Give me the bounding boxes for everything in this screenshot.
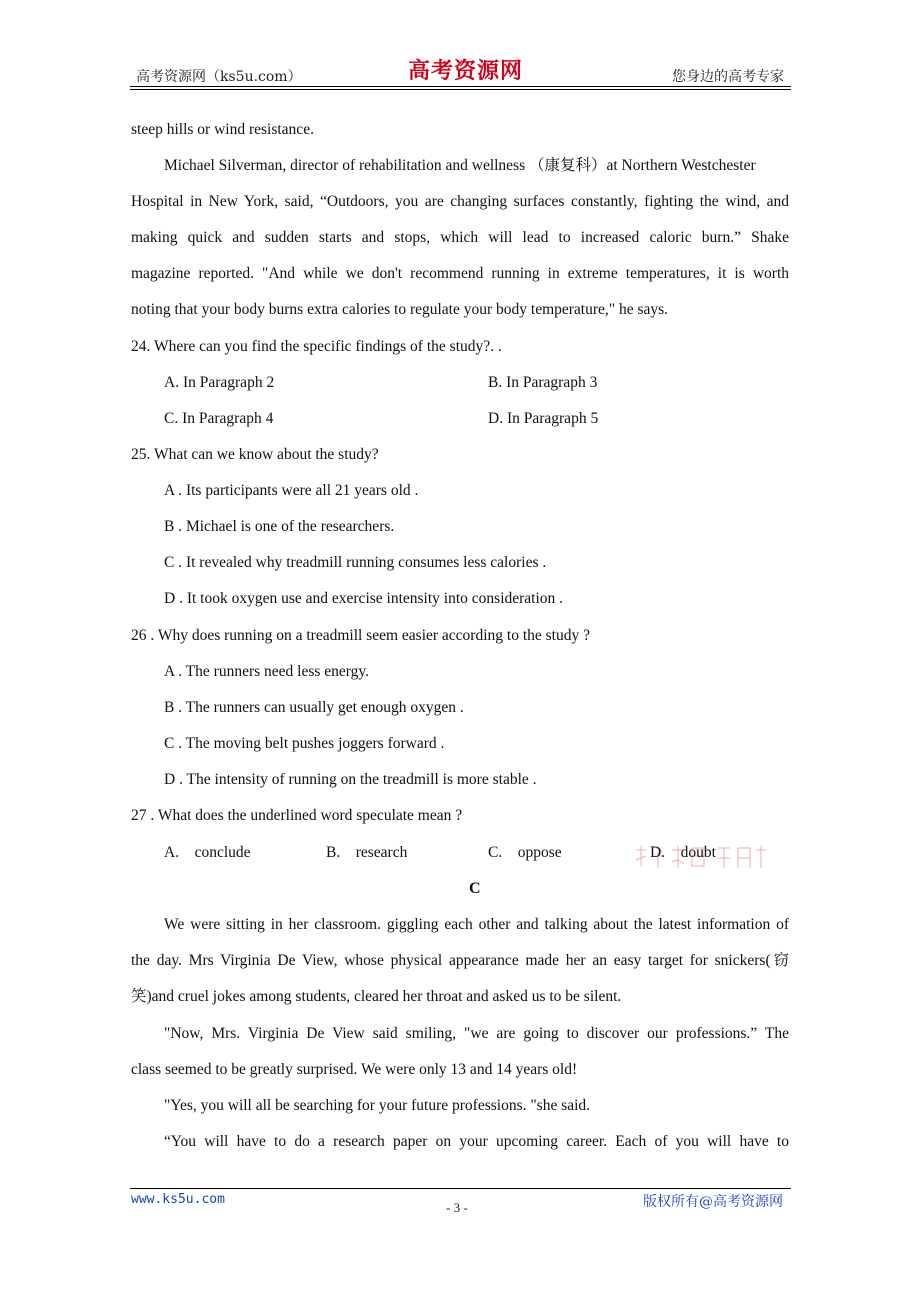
q27-option-d[interactable]: D. doubt [650,844,716,861]
q24-option-d[interactable]: D. In Paragraph 5 [488,410,599,427]
q25-option-a[interactable]: A . Its participants were all 21 years old . [164,482,419,499]
site-logo: 高考资源网 [408,58,524,84]
question-25-stem: 25. What can we know about the study? [131,446,379,463]
footer-site-link[interactable]: www.ks5u.com [131,1192,225,1207]
q24-option-a[interactable]: A. In Paragraph 2 [164,374,275,391]
passage-line: the day. Mrs Virginia De View, whose physical appearance made her an easy target for snickers(窃 [131,952,789,969]
passage-line: Hospital in New York, said, “Outdoors, you are changing surfaces constantly, fighting the wind, and [131,193,789,210]
passage-line: class seemed to be greatly surprised. We were only 13 and 14 years old! [131,1061,578,1078]
section-heading: C [469,880,481,897]
passage-line: noting that your body burns extra calories to regulate your body temperature," he says. [131,301,669,318]
question-27-stem: 27 . What does the underlined word speculate mean ? [131,807,463,824]
passage-line: “You will have to do a research paper on your upcoming career. Each of you will have to [164,1133,789,1150]
q27-option-b[interactable]: B. research [326,844,408,861]
question-24-stem: 24. Where can you find the specific findings of the study?. . [131,338,502,355]
passage-line: "Now, Mrs. Virginia De View said smiling, "we are going to discover our professions.” The [164,1025,789,1042]
passage-line: 笑)and cruel jokes among students, cleared her throat and asked us to be silent. [131,988,622,1005]
q27-option-c[interactable]: C. oppose [488,844,562,861]
question-26-stem: 26 . Why does running on a treadmill seem easier according to the study ? [131,627,590,644]
page-number: - 3 - [446,1200,468,1215]
passage-line: "Yes, you will all be searching for your future professions. "she said. [164,1097,591,1114]
header-rule [130,86,791,87]
q26-option-b[interactable]: B . The runners can usually get enough oxygen . [164,699,464,716]
footer-copyright: 版权所有@高考资源网 [643,1194,783,1210]
passage-line: magazine reported. "And while we don't recommend running in extreme temperatures, it is worth [131,265,789,282]
q25-option-c[interactable]: C . It revealed why treadmill running consumes less calories . [164,554,547,571]
header-rule-thin [130,89,791,90]
passage-line: making quick and sudden starts and stops, which will lead to increased caloric burn.” Shake [131,229,789,246]
q26-option-a[interactable]: A . The runners need less energy. [164,663,370,680]
q25-option-b[interactable]: B . Michael is one of the researchers. [164,518,395,535]
q26-option-d[interactable]: D . The intensity of running on the treadmill is more stable . [164,771,537,788]
q24-option-b[interactable]: B. In Paragraph 3 [488,374,598,391]
passage-line: Michael Silverman, director of rehabilitation and wellness （康复科）at Northern Westchester [164,157,756,174]
passage-line: We were sitting in her classroom. giggling each other and talking about the latest information of [164,916,789,933]
q25-option-d[interactable]: D . It took oxygen use and exercise intensity into consideration . [164,590,564,607]
passage-line: steep hills or wind resistance. [131,121,314,138]
header-site-name: 高考资源网（ks5u.com） [136,69,302,85]
q27-option-a[interactable]: A. conclude [164,844,251,861]
footer-rule [130,1188,791,1189]
q24-option-c[interactable]: C. In Paragraph 4 [164,410,274,427]
header-slogan: 您身边的高考专家 [672,69,784,85]
q26-option-c[interactable]: C . The moving belt pushes joggers forward . [164,735,445,752]
